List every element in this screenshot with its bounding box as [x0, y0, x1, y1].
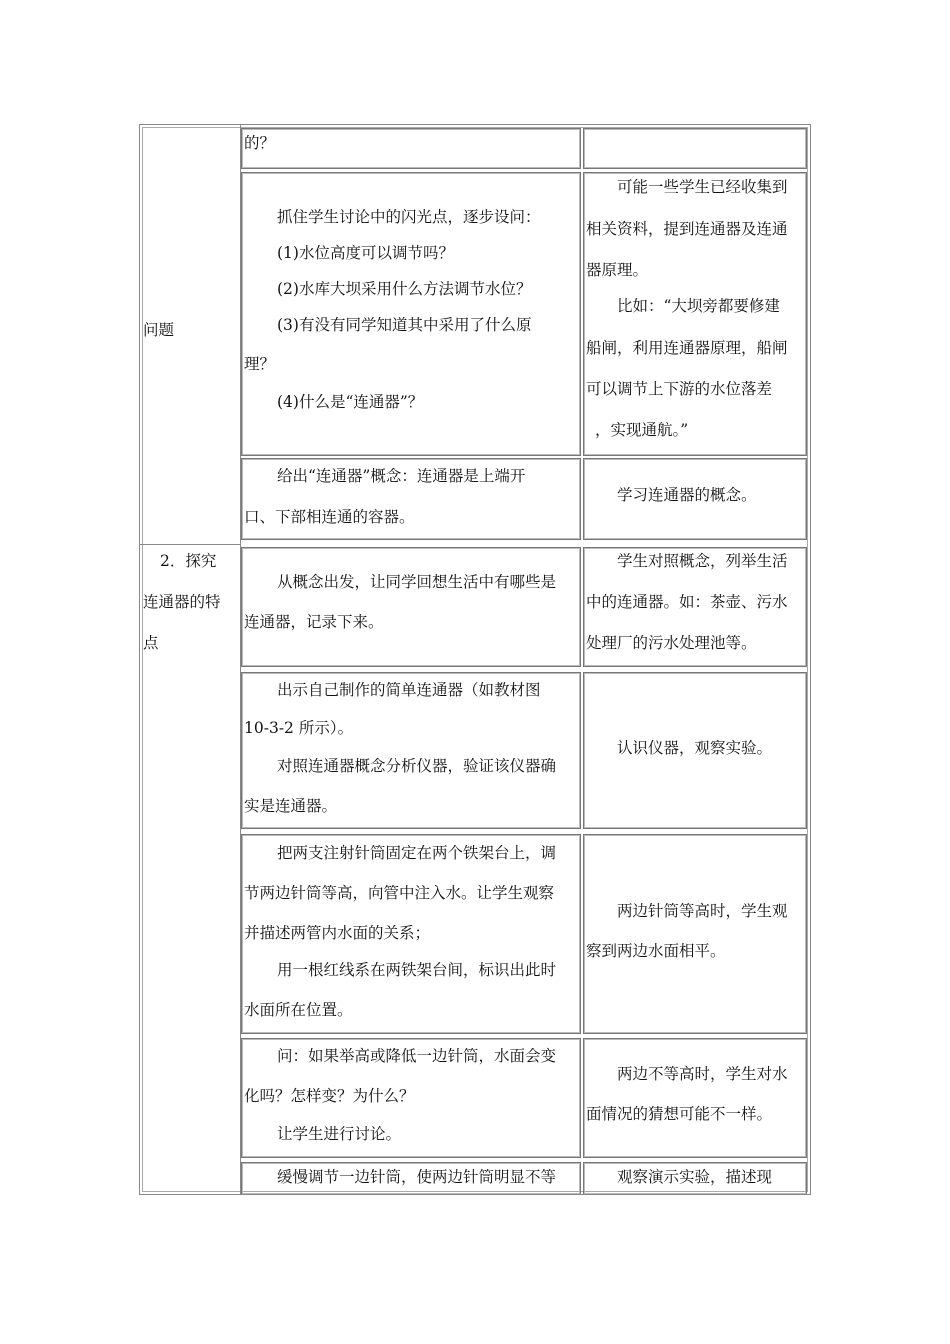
student-text: 学习连通器的概念。: [617, 486, 757, 504]
student-text: 器原理。: [586, 261, 649, 279]
section-label-explore-line-3: 点: [143, 634, 159, 652]
student-text: 中的连通器。如：茶壶、污水: [586, 593, 788, 611]
student-text: 处理厂的污水处理池等。: [586, 634, 757, 652]
student-text: 两边针筒等高时，学生观: [617, 902, 788, 920]
teacher-text: 出示自己制作的简单连通器（如教材图: [277, 681, 541, 699]
student-text: 学生对照概念，列举生活: [617, 552, 788, 570]
teacher-text: 理？: [244, 355, 276, 373]
student-text: 船闸，利用连通器原理，船闸: [586, 339, 788, 357]
teacher-text: (1)水位高度可以调节吗？: [277, 244, 454, 262]
teacher-text: 节两边针筒等高，向管中注入水。让学生观察: [244, 884, 555, 902]
teacher-text: 用一根红线系在两铁架台间，标识出此时: [277, 961, 557, 979]
teacher-text: 的？: [244, 134, 276, 152]
teacher-text: 问：如果举高或降低一边针筒，水面会变: [277, 1047, 557, 1065]
teacher-text: 实是连通器。: [244, 797, 338, 815]
section-label-question: 问题: [143, 321, 175, 339]
student-cell-0: [583, 128, 807, 169]
student-text: 察到两边水面相平。: [586, 942, 726, 960]
teacher-text: 连通器，记录下来。: [244, 613, 384, 631]
student-text: 比如：“大坝旁都要修建: [617, 297, 780, 315]
teacher-text: 10-3-2 所示）。: [244, 719, 354, 737]
teacher-text: 水面所在位置。: [244, 1001, 353, 1019]
teacher-text: (4)什么是“连通器”？: [277, 393, 424, 411]
teacher-text: 给出“连通器”概念：连通器是上端开: [277, 467, 526, 485]
student-text: 认识仪器，观察实验。: [617, 739, 773, 757]
teacher-cell-3: [241, 547, 581, 667]
teacher-text: 化吗？怎样变？为什么？: [244, 1087, 415, 1105]
student-text: 两边不等高时，学生对水: [617, 1065, 788, 1083]
teacher-text: 让学生进行讨论。: [277, 1125, 402, 1143]
teacher-text: 缓慢调节一边针筒，使两边针筒明显不等: [277, 1168, 557, 1186]
student-text: 面情况的猜想可能不一样。: [586, 1105, 773, 1123]
teacher-text: 并描述两管内水面的关系；: [244, 924, 431, 942]
teacher-text: 口、下部相连通的容器。: [244, 508, 415, 526]
section-label-explore-line-2: 连通器的特: [143, 593, 221, 611]
teacher-text: 从概念出发，让同学回想生活中有哪些是: [277, 573, 557, 591]
section-label-explore-line-1: 2．探究: [160, 552, 217, 570]
teacher-cell-0: [241, 128, 581, 169]
teacher-text: (2)水库大坝采用什么方法调节水位？: [277, 280, 532, 298]
student-cell-5: [583, 834, 807, 1034]
teacher-text: 抓住学生讨论中的闪光点，逐步设问：: [277, 208, 541, 226]
student-text: 可能一些学生已经收集到: [617, 178, 788, 196]
teacher-text: 对照连通器概念分析仪器，验证该仪器确: [277, 757, 557, 775]
student-text: 可以调节上下游的水位落差: [586, 380, 773, 398]
student-cell-6: [583, 1038, 807, 1158]
student-text: 相关资料，提到连通器及连通: [586, 220, 788, 238]
student-text: ，实现通航。”: [595, 421, 689, 439]
teacher-text: 把两支注射针筒固定在两个铁架台上，调: [277, 844, 557, 862]
student-text: 观察演示实验，描述现: [617, 1168, 773, 1186]
section-divider-line: [139, 544, 241, 545]
teacher-text: (3)有没有同学知道其中采用了什么原: [277, 316, 532, 334]
